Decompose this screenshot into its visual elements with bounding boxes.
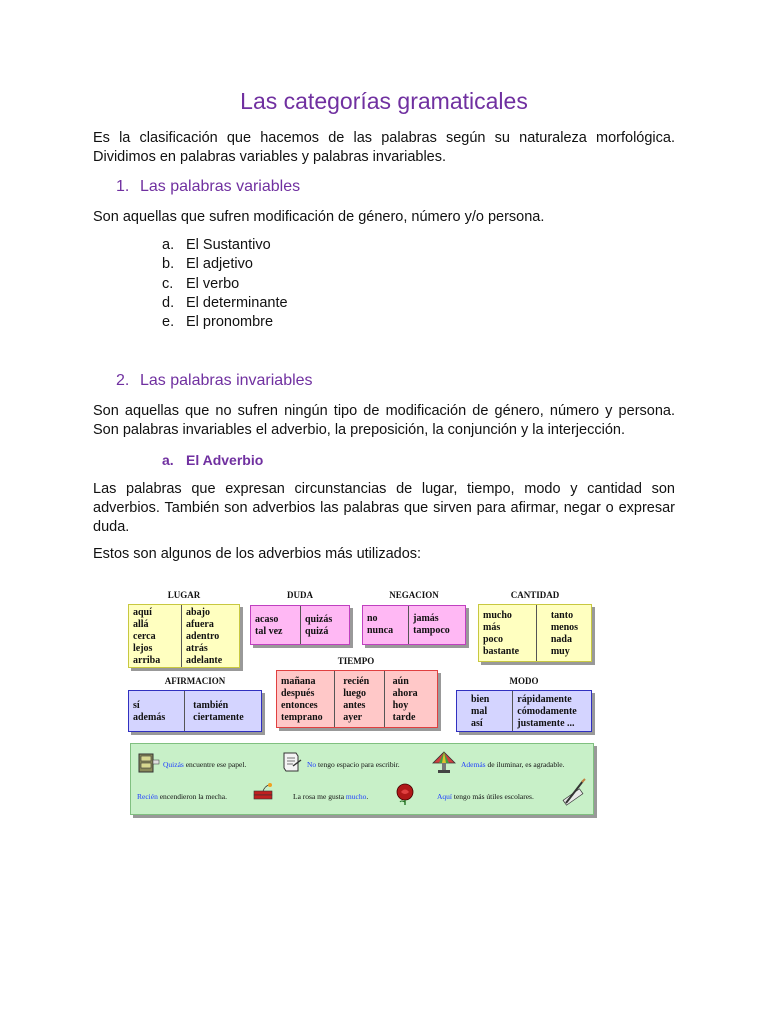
adverbio-paragraph: Las palabras que expresan circunstancias de lugar, tiempo, modo y cantidad son adverbios. También son adverbios las palabras que sirven para afirmar, negar o expresar duda. (93, 481, 675, 535)
modo-col1: bien mal así (471, 694, 490, 729)
adverbio-intro: Estos son algunos de los adverbios más utilizados: (93, 546, 422, 562)
tiempo-col3: aún ahora hoy tarde (384, 671, 437, 727)
lugar-box (128, 604, 240, 668)
section2-number: 2. (116, 372, 130, 389)
tiempo-caption: TIEMPO (337, 656, 375, 666)
adverbs-figure (126, 588, 596, 816)
modo-caption: MODO (509, 676, 539, 686)
adverbio-number: a. (162, 452, 174, 468)
adverbio-heading (162, 452, 263, 468)
duda-caption: DUDA (287, 590, 313, 600)
variables-list (162, 236, 288, 332)
duda-box (250, 605, 350, 645)
cantidad-col1: mucho más poco bastante (483, 610, 520, 657)
modo-box (456, 690, 592, 732)
page-title: Las categorías gramaticales (240, 88, 528, 114)
section2-heading (116, 372, 313, 390)
example-text: La rosa me gusta mucho. (293, 792, 369, 801)
negacion-caption: NEGACION (389, 590, 439, 600)
cantidad-box (478, 604, 592, 662)
list-item: c. El verbo (162, 275, 240, 292)
duda-col2: quizás quizá (300, 606, 349, 644)
list-item: d. El determinante (162, 294, 288, 311)
tiempo-col1: mañana después entonces temprano (281, 676, 323, 723)
cantidad-caption: CANTIDAD (510, 590, 560, 600)
examples-box (130, 743, 594, 815)
pencil-ruler-icon (561, 778, 587, 806)
lamp-icon (431, 750, 457, 774)
lugar-col2: abajo afuera adentro atrás adelante (181, 605, 239, 667)
tiempo-col2: recién luego antes ayer (334, 671, 383, 727)
lugar-caption: LUGAR (167, 590, 201, 600)
intro-paragraph: Es la clasificación que hacemos de las palabras según su naturaleza morfológica. Dividimos en palabras variables y palabras invariables. (93, 130, 675, 165)
section1-paragraph: Son aquellas que sufren modificación de género, número y/o persona. (93, 209, 545, 225)
list-item: a. El Sustantivo (162, 237, 271, 253)
afirmacion-col1: sí además (133, 700, 166, 723)
section2-paragraph: Son aquellas que no sufren ningún tipo de modificación de género, número y persona. Son palabras invariables el adverbio, la preposición, la conjunción y la interjección. (93, 403, 675, 438)
rose-icon (393, 782, 417, 806)
section1-number: 1. (116, 178, 130, 195)
negacion-box (362, 605, 466, 645)
list-item: b. El adjetivo (162, 256, 253, 273)
afirmacion-col2: también ciertamente (184, 691, 261, 731)
example-text: Recién encendieron la mecha. (137, 792, 227, 801)
afirmacion-box (128, 690, 262, 732)
section2-title: Las palabras invariables (140, 372, 313, 389)
example-text: Quizás encuentre ese papel. (163, 760, 247, 769)
example-text: Además de iluminar, es agradable. (461, 760, 565, 769)
example-text: Aquí tengo más útiles escolares. (437, 792, 534, 801)
adverbio-title: El Adverbio (186, 452, 264, 468)
drawers-icon (137, 752, 161, 774)
cantidad-col2: tanto menos nada muy (536, 605, 591, 661)
lugar-col1: aquí allá cerca lejos arriba (133, 607, 161, 666)
modo-col2: rápidamente cómodamente justamente ... (512, 691, 591, 731)
negacion-col2: jamás tampoco (408, 606, 465, 644)
section1-heading (116, 178, 300, 196)
section1-title: Las palabras variables (140, 178, 301, 195)
dynamite-icon (251, 782, 277, 802)
list-item: e. El pronombre (162, 314, 274, 331)
negacion-col1: no nunca (367, 613, 394, 636)
afirmacion-caption: AFIRMACION (164, 676, 226, 686)
duda-col1: acaso tal vez (255, 614, 283, 637)
tiempo-box (276, 670, 438, 728)
scroll-icon (279, 750, 303, 774)
example-text: No tengo espacio para escribir. (307, 760, 400, 769)
